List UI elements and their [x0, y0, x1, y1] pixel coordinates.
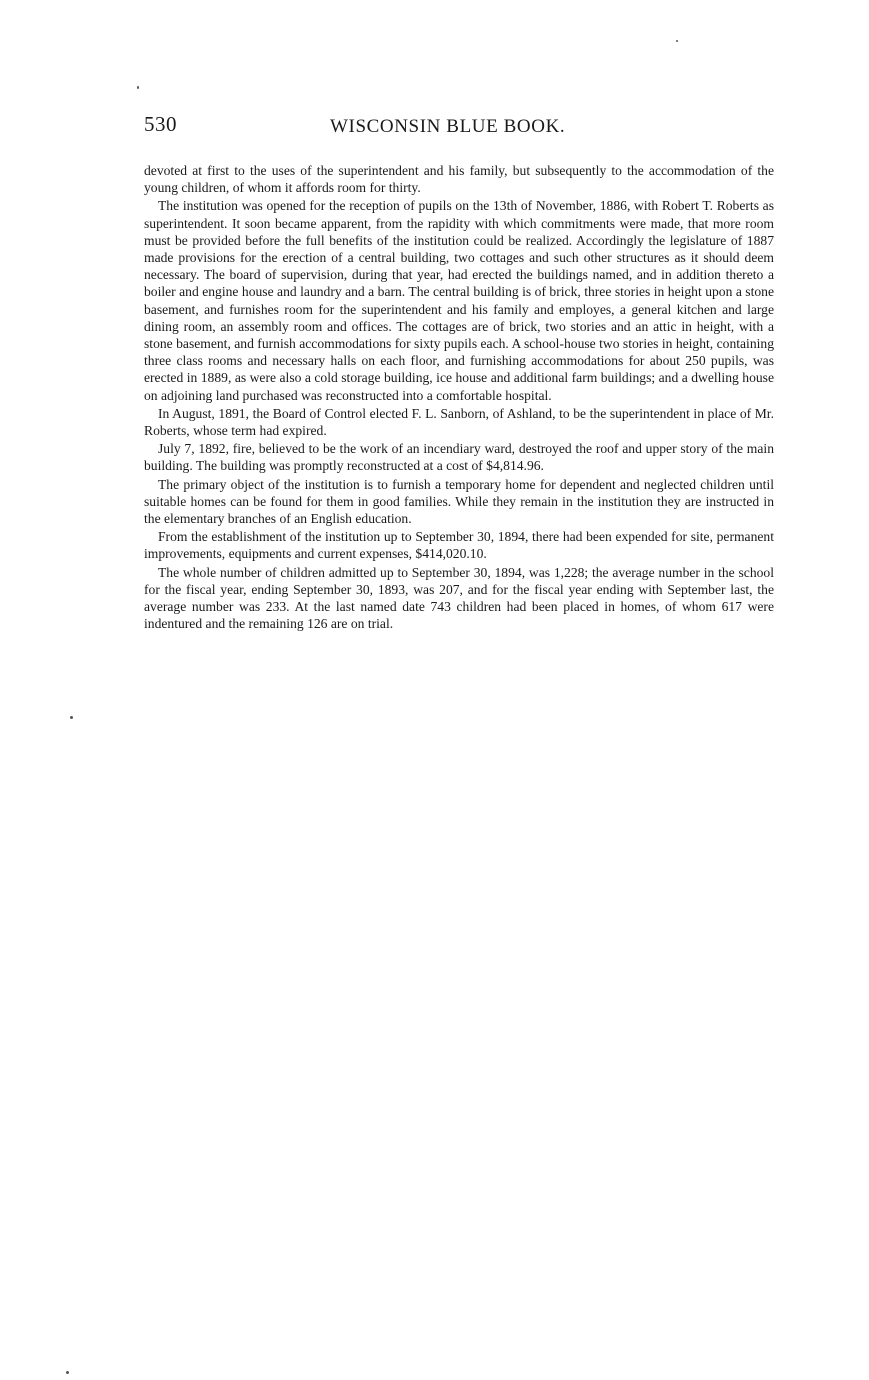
scan-speck	[676, 40, 678, 42]
paragraph-primary-object: The primary object of the institution is to furnish a temporary home for dependent and neglected children until suitable homes can be found for them in good families. While they remain in the institution they are instructed in the elementary branches of an English education.	[144, 476, 774, 527]
paragraph-expenditures: From the establishment of the institution up to September 30, 1894, there had been expended for site, permanent improvements, equipments and current expenses, $414,020.10.	[144, 529, 774, 562]
scan-speck	[70, 716, 73, 719]
page-header	[144, 112, 774, 142]
paragraph-opening-and-buildings: The institution was opened for the reception of pupils on the 13th of November, 1886, with Robert T. Roberts as superintendent. It soon became apparent, from the rapidity with which commitments were made, that more room must be provided before the full benefits of the institution could be realized. Accordingly the legislature of 1887 made provisions for the erection of a central building, two cottages and such other structures as it should deem necessary. The board of supervision, during that year, had erected the buildings named, and in addition thereto a boiler and engine house and laundry and a barn. The central building is of brick, three stories in height upon a stone basement, and furnishes room for the superintendent and his family and employes, a general kitchen and large dining room, an assembly room and offices. The cottages are of brick, two stories and an attic in height, with a stone basement, and furnish accommodations for sixty pupils each. A school-house two stories in height, containing three class rooms and necessary halls on each floor, and furnishing accommodations for about 250 pupils, was erected in 1889, as were also a cold storage building, ice house and additional farm buildings; and a dwelling house on adjoining land purchased was reconstructed into a comfortable hospital.	[144, 198, 774, 403]
scan-speck	[66, 1371, 69, 1374]
page-number: 530	[144, 112, 177, 136]
paragraph-continued: devoted at first to the uses of the superintendent and his family, but subsequently to the accommodation of the young children, of whom it affords room for thirty.	[144, 163, 774, 196]
paragraph-children-statistics: The whole number of children admitted up to September 30, 1894, was 1,228; the average number in the school for the fiscal year, ending September 30, 1893, was 207, and for the fiscal year ending with September last, the average number was 233. At the last named date 743 children had been placed in homes, of whom 617 were indentured and the remaining 126 are on trial.	[144, 564, 774, 632]
paragraph-superintendent-election: In August, 1891, the Board of Control elected F. L. Sanborn, of Ashland, to be the superintendent in place of Mr. Roberts, whose term had expired.	[144, 405, 774, 439]
body-text	[144, 162, 774, 633]
paragraph-fire: July 7, 1892, fire, believed to be the work of an incendiary ward, destroyed the roof and upper story of the main building. The building was promptly reconstructed at a cost of $4,814.96.	[144, 441, 774, 474]
running-title: WISCONSIN BLUE BOOK.	[330, 116, 566, 137]
scan-speck	[137, 86, 139, 89]
